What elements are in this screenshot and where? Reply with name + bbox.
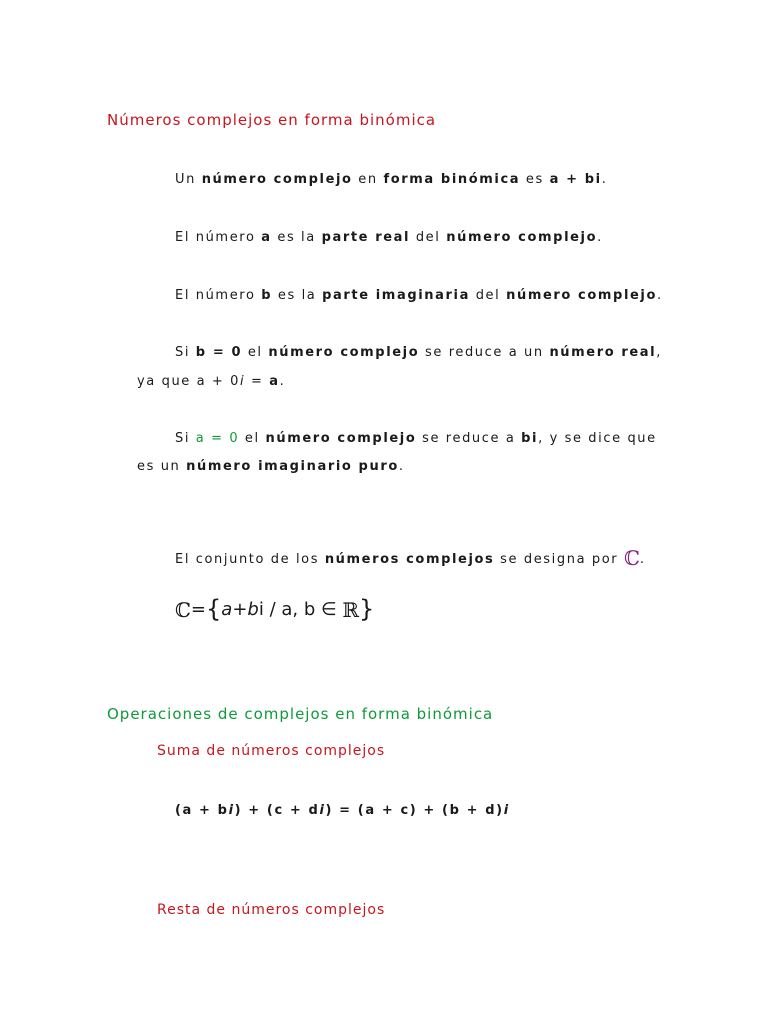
complex-set-symbol: ℂ: [623, 546, 640, 570]
paragraph-pure-imaginary-line2: es un número imaginario puro.: [137, 459, 405, 474]
page-title: Números complejos en forma binómica: [107, 111, 437, 129]
complex-set-formula: ℂ={a+bi / a, b ∈ ℝ}: [175, 595, 375, 623]
paragraph-real-number: Si b = 0 el número complejo se reduce a un número real,: [175, 345, 662, 360]
sum-formula: (a + bi) + (c + di) = (a + c) + (b + d)i: [175, 803, 510, 818]
sum-heading: Suma de números complejos: [157, 743, 386, 759]
paragraph-real-number-line2: ya que a + 0i = a.: [137, 374, 286, 389]
subtraction-heading: Resta de números complejos: [157, 902, 386, 918]
paragraph-definition: Un número complejo en forma binómica es a + bi.: [175, 172, 608, 187]
paragraph-pure-imaginary: Si a = 0 el número complejo se reduce a bi, y se dice que: [175, 431, 657, 446]
paragraph-set-designation: El conjunto de los números complejos se designa por ℂ.: [175, 546, 646, 570]
paragraph-real-part: El número a es la parte real del número complejo.: [175, 230, 603, 245]
paragraph-imaginary-part: El número b es la parte imaginaria del número complejo.: [175, 288, 663, 303]
operations-heading: Operaciones de complejos en forma binómica: [107, 705, 494, 723]
